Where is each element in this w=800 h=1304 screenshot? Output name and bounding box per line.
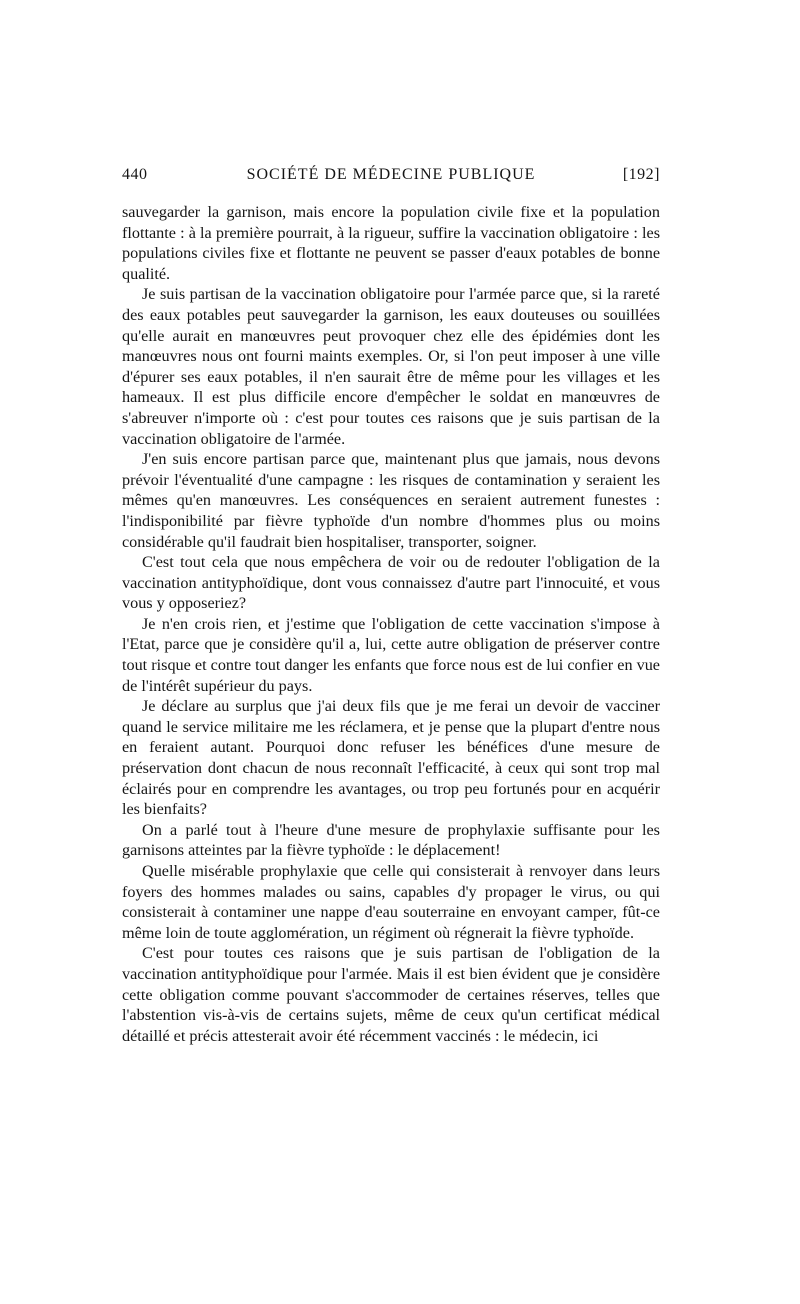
paragraph: Je suis partisan de la vaccination obligatoire pour l'armée parce que, si la rareté des eaux potables peut sauvegarder la garnison, les eaux douteuses ou souillées qu'elle aurait en manœuvres peut provoquer chez elle des épidémies dont les manœuvres nous ont fourni maints exemples. Or, si l'on peut imposer à une ville d'épurer ses eaux potables, il n'en saurait être de même pour les villages et les hameaux. Il est plus difficile encore d'empêcher le soldat en manœuvres de s'abreuver n'importe où : c'est pour toutes ces raisons que je suis partisan de la vaccination obligatoire de l'armée. xyxy=(122,285,660,448)
page-header xyxy=(122,162,660,192)
page-body xyxy=(122,202,660,1046)
page-reference: [192] xyxy=(622,166,660,183)
paragraph: J'en suis encore partisan parce que, maintenant plus que jamais, nous devons prévoir l'éventualité d'une campagne : les risques de contamination y seraient les mêmes qu'en manœuvres. Les conséquences en seraient autrement funestes : l'indisponibilité par fièvre typhoïde d'un nombre d'hommes plus ou moins considérable qu'il faudrait bien hospitaliser, transporter, soigner. xyxy=(122,450,660,551)
paragraph: C'est tout cela que nous empêchera de voir ou de redouter l'obligation de la vaccination antityphoïdique, dont vous connaissez d'autre part l'innocuité, et vous vous y opposeriez? xyxy=(122,553,660,613)
paragraph-continued: sauvegarder la garnison, mais encore la population civile fixe et la population flottante : à la première pourrait, à la rigueur, suffire la vaccination obligatoire : les populations civiles fixe et flottante ne peuvent se passer d'eaux potables de bonne qualité. xyxy=(122,203,660,283)
paragraph: C'est pour toutes ces raisons que je suis partisan de l'obligation de la vaccination antityphoïdique pour l'armée. Mais il est bien évident que je considère cette obligation comme pouvant s'accommoder de certaines réserves, telles que l'abstention vis-à-vis de certains sujets, même de ceux qu'un certificat médical détaillé et précis attesterait avoir été récemment vaccinés : le médecin, ici xyxy=(122,944,660,1045)
running-title: SOCIÉTÉ DE MÉDECINE PUBLIQUE xyxy=(246,166,536,183)
paragraph: Je déclare au surplus que j'ai deux fils que je me ferai un devoir de vacciner quand le service militaire me les réclamera, et je pense que la plupart d'entre nous en feraient autant. Pourquoi donc refuser les bénéfices d'une mesure de préservation dont chacun de nous reconnaît l'efficacité, à ceux qui sont trop mal éclairés pour en comprendre les avantages, ou trop peu fortunés pour en acquérir les bienfaits? xyxy=(122,697,660,819)
book-page xyxy=(122,162,660,1046)
paragraph: Quelle misérable prophylaxie que celle qui consisterait à renvoyer dans leurs foyers des hommes malades ou sains, capables d'y propager le virus, ou qui consisterait à contaminer une nappe d'eau souterraine en envoyant camper, fût-ce même loin de toute agglomération, un régiment où régnerait la fièvre typhoïde. xyxy=(122,862,660,942)
paragraph: Je n'en crois rien, et j'estime que l'obligation de cette vaccination s'impose à l'Etat, parce que je considère qu'il a, lui, cette autre obligation de préserver contre tout risque et contre tout danger les enfants que force nous est de lui confier en vue de l'intérêt supérieur du pays. xyxy=(122,614,660,695)
paragraph: On a parlé tout à l'heure d'une mesure de prophylaxie suffisante pour les garnisons atteintes par la fièvre typhoïde : le déplacement! xyxy=(122,820,660,860)
page-number: 440 xyxy=(122,166,148,183)
